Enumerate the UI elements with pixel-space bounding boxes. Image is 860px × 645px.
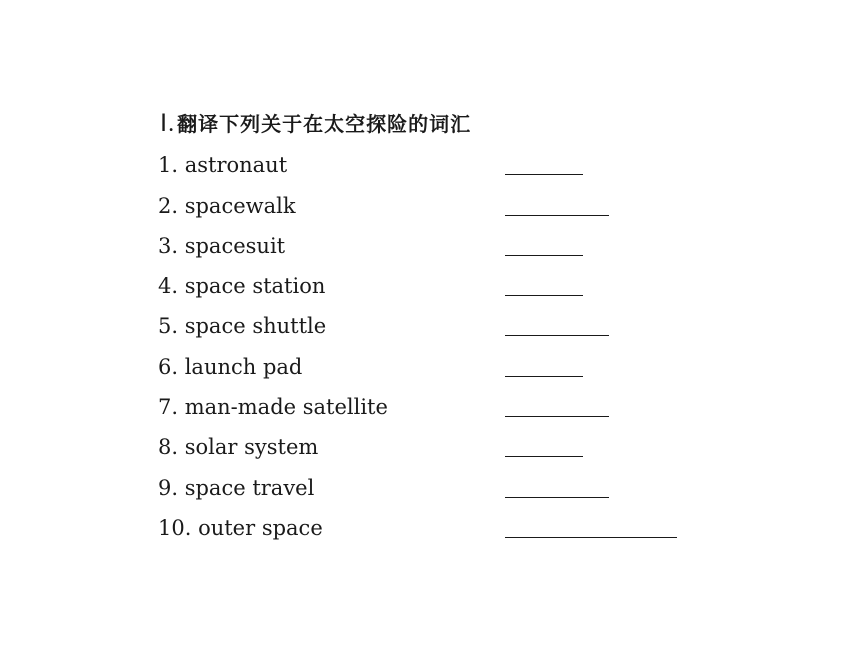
item-term: 3. spacesuit: [158, 234, 286, 258]
answer-blank[interactable]: [505, 215, 609, 216]
answer-blank[interactable]: [505, 335, 609, 336]
answer-blank[interactable]: [505, 255, 583, 256]
list-item-solar-system: [158, 432, 718, 462]
list-item-man-made-satellite: [158, 392, 718, 422]
section-numeral: Ⅰ.: [160, 111, 176, 137]
list-item-space-travel: [158, 473, 718, 503]
list-item-outer-space: [158, 513, 718, 543]
list-item-spacesuit: [158, 231, 718, 261]
answer-blank[interactable]: [505, 497, 609, 498]
item-term: 4. space station: [158, 274, 326, 298]
list-item-spacewalk: [158, 191, 718, 221]
answer-blank[interactable]: [505, 537, 677, 538]
item-term: 9. space travel: [158, 476, 315, 500]
answer-blank[interactable]: [505, 295, 583, 296]
list-item-launch-pad: [158, 352, 718, 382]
section-heading: [160, 108, 471, 138]
list-item-space-station: [158, 271, 718, 301]
answer-blank[interactable]: [505, 174, 583, 175]
list-item-space-shuttle: [158, 311, 718, 341]
item-term: 5. space shuttle: [158, 314, 327, 338]
item-term: 7. man-made satellite: [158, 395, 388, 419]
list-item-astronaut: [158, 150, 718, 180]
item-term: 6. launch pad: [158, 355, 303, 379]
item-term: 1. astronaut: [158, 153, 288, 177]
item-term: 2. spacewalk: [158, 194, 296, 218]
item-term: 8. solar system: [158, 435, 319, 459]
section-instruction: 翻译下列关于在太空探险的词汇: [177, 112, 472, 136]
answer-blank[interactable]: [505, 416, 609, 417]
answer-blank[interactable]: [505, 376, 583, 377]
answer-blank[interactable]: [505, 456, 583, 457]
item-term: 10. outer space: [158, 516, 323, 540]
